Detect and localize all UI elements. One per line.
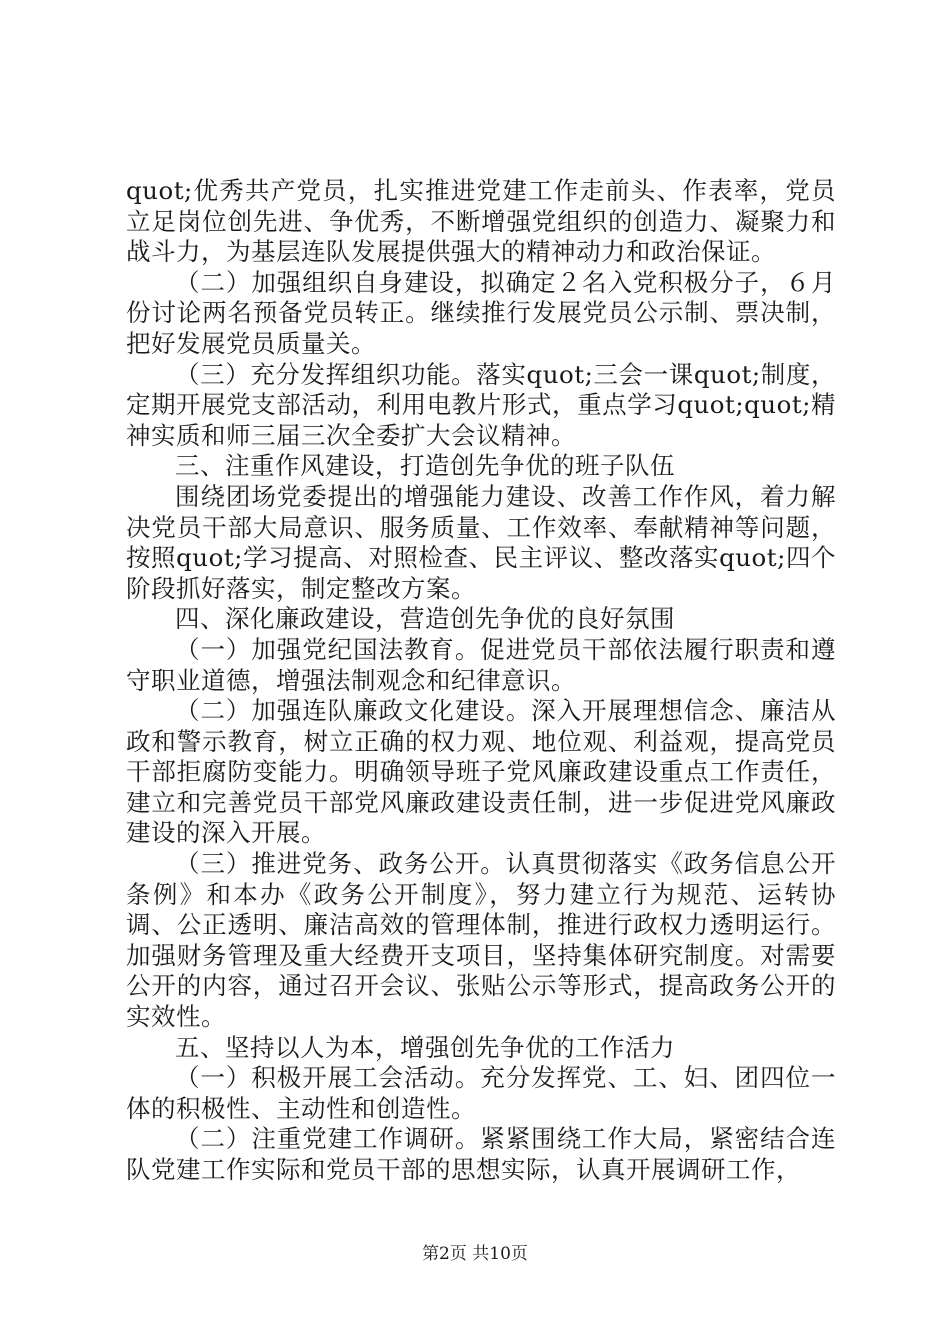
paragraph-integrity-culture: （二）加强连队廉政文化建设。深入开展理想信念、廉洁从政和警示教育，树立正确的权力观、地位观、利益观，提高党员干部拒腐防变能力。明确领导班子党风廉政建设重点工作责任，建立和完善党员干部党风廉政建设责任制，进一步促进党风廉政建设的深入开展。 — [126, 696, 836, 848]
paragraph-union-activities: （一）积极开展工会活动。充分发挥党、工、妇、团四位一体的积极性、主动性和创造性。 — [126, 1063, 836, 1123]
page-number-footer: 第2页 共10页 — [422, 1244, 528, 1264]
paragraph-research: （二）注重党建工作调研。紧紧围绕工作大局，紧密结合连队党建工作实际和党员干部的思想实际，认真开展调研工作， — [126, 1124, 836, 1184]
section-heading-five: 五、坚持以人为本，增强创先争优的工作活力 — [175, 1032, 675, 1062]
paragraph-continuation: quot;优秀共产党员，扎实推进党建工作走前头、作表率，党员立足岗位创先进、争优秀，不断增强党组织的创造力、凝聚力和战斗力，为基层连队发展提供强大的精神动力和政治保证。 — [126, 176, 836, 267]
section-heading-four: 四、深化廉政建设，营造创先争优的良好氛围 — [175, 604, 675, 634]
document-body — [126, 176, 836, 1186]
paragraph-org-building: （二）加强组织自身建设，拟确定２名入党积极分子，６月份讨论两名预备党员转正。继续推行发展党员公示制、票决制，把好发展党员质量关。 — [126, 267, 836, 358]
paragraph-law-education: （一）加强党纪国法教育。促进党员干部依法履行职责和遵守职业道德，增强法制观念和纪律意识。 — [126, 634, 836, 695]
paragraph-org-function: （三）充分发挥组织功能。落实quot;三会一课quot;制度，定期开展党支部活动，利用电教片形式，重点学习quot;quot;精神实质和师三届三次全委扩大会议精神。 — [126, 359, 836, 450]
paragraph-work-style: 围绕团场党委提出的增强能力建设、改善工作作风，着力解决党员干部大局意识、服务质量、工作效率、奉献精神等问题，按照quot;学习提高、对照检查、民主评议、整改落实quot;四个阶段抓好落实，制定整改方案。 — [126, 481, 836, 603]
section-heading-three: 三、注重作风建设，打造创先争优的班子队伍 — [175, 451, 675, 481]
paragraph-affairs-openness: （三）推进党务、政务公开。认真贯彻落实《政务信息公开条例》和本办《政务公开制度》，努力建立行为规范、运转协调、公正透明、廉洁高效的管理体制，推进行政权力透明运行。加强财务管理及重大经费开支项目，坚持集体研究制度。对需要公开的内容，通过召开会议、张贴公示等形式，提高政务公开的实效性。 — [126, 849, 836, 1032]
